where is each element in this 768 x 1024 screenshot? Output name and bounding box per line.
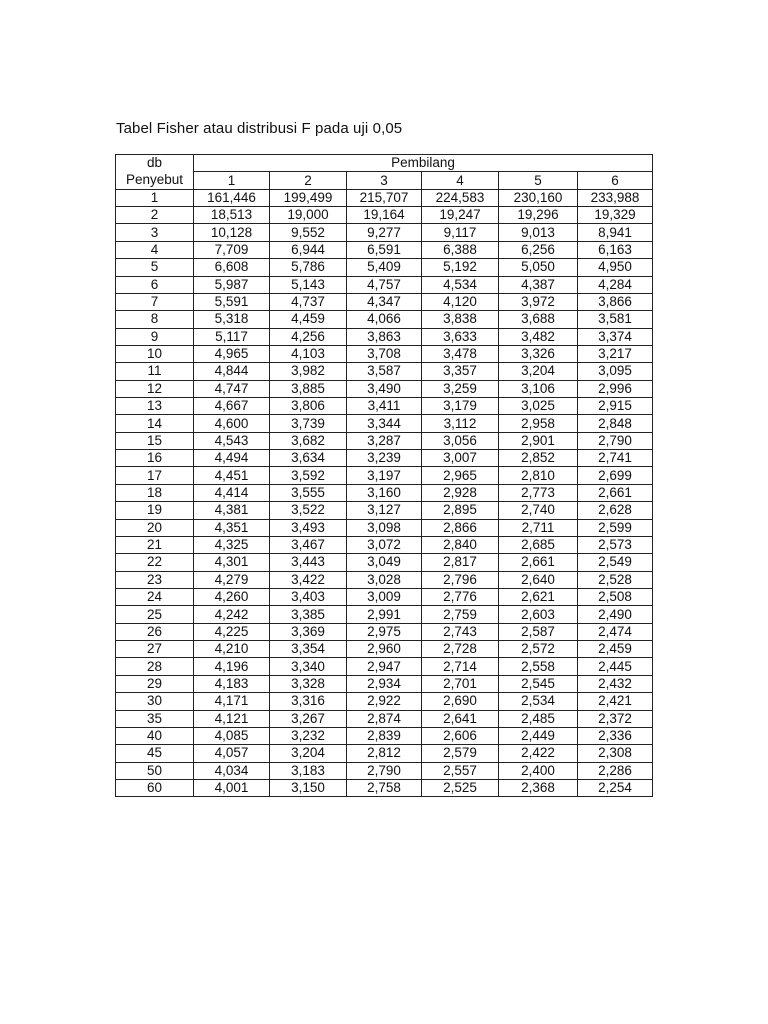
f-value-cell: 3,204 [499,363,578,380]
f-value-cell: 3,682 [270,432,347,449]
f-value-cell: 2,915 [578,398,653,415]
f-value-cell: 6,591 [347,241,422,258]
f-value-cell: 3,708 [347,345,422,362]
f-value-cell: 2,928 [422,484,499,501]
f-value-cell: 2,699 [578,467,653,484]
f-value-cell: 2,421 [578,693,653,710]
column-header: 3 [347,172,422,189]
f-value-cell: 3,838 [422,311,499,328]
f-value-cell: 2,685 [499,536,578,553]
table-row [116,641,653,658]
db-penyebut-cell: 25 [116,606,194,623]
f-value-cell: 3,049 [347,554,422,571]
db-penyebut-cell: 16 [116,450,194,467]
f-value-cell: 6,163 [578,241,653,258]
f-value-cell: 2,690 [422,693,499,710]
f-value-cell: 3,007 [422,450,499,467]
db-penyebut-cell: 1 [116,189,194,206]
table-row [116,345,653,362]
f-value-cell: 3,866 [578,293,653,310]
f-value-cell: 2,286 [578,762,653,779]
f-value-cell: 4,171 [194,693,270,710]
f-value-cell: 3,403 [270,588,347,605]
f-value-cell: 2,545 [499,675,578,692]
f-value-cell: 2,400 [499,762,578,779]
f-value-cell: 3,150 [270,779,347,796]
table-row [116,658,653,675]
f-value-cell: 3,522 [270,502,347,519]
f-value-cell: 2,549 [578,554,653,571]
f-value-cell: 3,422 [270,571,347,588]
db-penyebut-cell: 26 [116,623,194,640]
f-value-cell: 2,848 [578,415,653,432]
f-value-cell: 5,143 [270,276,347,293]
f-value-cell: 3,217 [578,345,653,362]
f-value-cell: 2,790 [347,762,422,779]
f-value-cell: 7,709 [194,241,270,258]
f-value-cell: 4,057 [194,745,270,762]
f-value-cell: 4,256 [270,328,347,345]
f-value-cell: 5,786 [270,259,347,276]
f-value-cell: 2,740 [499,502,578,519]
f-value-cell: 3,885 [270,380,347,397]
db-penyebut-cell: 29 [116,675,194,692]
f-value-cell: 5,117 [194,328,270,345]
f-value-cell: 3,112 [422,415,499,432]
table-row [116,189,653,206]
f-value-cell: 3,340 [270,658,347,675]
table-row [116,779,653,796]
pembilang-header: Pembilang [194,155,653,172]
f-value-cell: 2,558 [499,658,578,675]
db-penyebut-cell: 3 [116,224,194,241]
db-penyebut-cell: 60 [116,779,194,796]
f-value-cell: 4,351 [194,519,270,536]
f-value-cell: 3,634 [270,450,347,467]
f-value-cell: 3,972 [499,293,578,310]
f-value-cell: 3,592 [270,467,347,484]
f-value-cell: 9,013 [499,224,578,241]
f-value-cell: 5,987 [194,276,270,293]
table-row [116,207,653,224]
f-value-cell: 2,758 [347,779,422,796]
table-row [116,675,653,692]
f-value-cell: 199,499 [270,189,347,206]
f-value-cell: 3,493 [270,519,347,536]
db-penyebut-cell: 17 [116,467,194,484]
f-value-cell: 3,056 [422,432,499,449]
f-value-cell: 3,688 [499,311,578,328]
f-value-cell: 10,128 [194,224,270,241]
f-value-cell: 4,534 [422,276,499,293]
f-value-cell: 2,852 [499,450,578,467]
f-value-cell: 2,661 [578,484,653,501]
f-value-cell: 4,242 [194,606,270,623]
table-row [116,259,653,276]
f-value-cell: 3,239 [347,450,422,467]
f-value-cell: 3,232 [270,727,347,744]
table-row [116,467,653,484]
db-penyebut-cell: 11 [116,363,194,380]
db-penyebut-cell: 23 [116,571,194,588]
table-row [116,450,653,467]
f-value-cell: 19,296 [499,207,578,224]
f-value-cell: 2,934 [347,675,422,692]
f-value-cell: 3,326 [499,345,578,362]
table-row [116,606,653,623]
table-row [116,380,653,397]
f-value-cell: 2,254 [578,779,653,796]
f-value-cell: 3,354 [270,641,347,658]
f-value-cell: 2,432 [578,675,653,692]
db-penyebut-cell: 18 [116,484,194,501]
db-header: db [116,155,194,172]
f-value-cell: 2,866 [422,519,499,536]
f-value-cell: 3,259 [422,380,499,397]
table-row [116,224,653,241]
f-distribution-table [115,154,653,797]
f-value-cell: 3,316 [270,693,347,710]
f-value-cell: 2,372 [578,710,653,727]
f-value-cell: 4,001 [194,779,270,796]
column-header: 1 [194,172,270,189]
f-value-cell: 19,247 [422,207,499,224]
column-header: 6 [578,172,653,189]
f-value-cell: 4,451 [194,467,270,484]
f-value-cell: 5,591 [194,293,270,310]
f-value-cell: 2,741 [578,450,653,467]
db-penyebut-cell: 35 [116,710,194,727]
f-value-cell: 3,739 [270,415,347,432]
db-penyebut-cell: 19 [116,502,194,519]
db-penyebut-cell: 13 [116,398,194,415]
db-penyebut-cell: 30 [116,693,194,710]
f-value-cell: 4,600 [194,415,270,432]
f-value-cell: 4,757 [347,276,422,293]
f-value-cell: 2,336 [578,727,653,744]
f-value-cell: 3,357 [422,363,499,380]
f-value-cell: 4,225 [194,623,270,640]
f-value-cell: 4,183 [194,675,270,692]
f-value-cell: 2,901 [499,432,578,449]
f-value-cell: 4,325 [194,536,270,553]
f-value-cell: 2,776 [422,588,499,605]
f-value-cell: 2,922 [347,693,422,710]
f-value-cell: 3,160 [347,484,422,501]
f-value-cell: 3,587 [347,363,422,380]
table-row [116,710,653,727]
f-value-cell: 4,347 [347,293,422,310]
table-row [116,363,653,380]
f-value-cell: 3,443 [270,554,347,571]
table-row [116,276,653,293]
f-value-cell: 2,641 [422,710,499,727]
f-value-cell: 4,494 [194,450,270,467]
table-row [116,415,653,432]
f-value-cell: 4,737 [270,293,347,310]
f-value-cell: 2,490 [578,606,653,623]
f-value-cell: 2,587 [499,623,578,640]
f-value-cell: 3,581 [578,311,653,328]
header-row-1 [116,155,653,172]
f-value-cell: 2,459 [578,641,653,658]
f-value-cell: 2,839 [347,727,422,744]
f-value-cell: 2,621 [499,588,578,605]
table-row [116,519,653,536]
table-row [116,762,653,779]
f-value-cell: 3,328 [270,675,347,692]
f-value-cell: 4,196 [194,658,270,675]
f-value-cell: 2,606 [422,727,499,744]
table-row [116,693,653,710]
f-value-cell: 2,603 [499,606,578,623]
f-value-cell: 3,267 [270,710,347,727]
f-value-cell: 4,103 [270,345,347,362]
column-header: 2 [270,172,347,189]
f-value-cell: 3,072 [347,536,422,553]
f-value-cell: 3,374 [578,328,653,345]
f-value-cell: 2,812 [347,745,422,762]
f-value-cell: 6,256 [499,241,578,258]
f-value-cell: 3,025 [499,398,578,415]
f-value-cell: 3,490 [347,380,422,397]
table-row [116,432,653,449]
f-value-cell: 4,210 [194,641,270,658]
header-row-2 [116,172,653,189]
f-value-cell: 3,806 [270,398,347,415]
db-penyebut-cell: 6 [116,276,194,293]
db-penyebut-cell: 50 [116,762,194,779]
f-value-cell: 19,329 [578,207,653,224]
table-row [116,311,653,328]
f-value-cell: 2,508 [578,588,653,605]
table-row [116,623,653,640]
f-value-cell: 2,640 [499,571,578,588]
f-value-cell: 3,369 [270,623,347,640]
f-value-cell: 4,844 [194,363,270,380]
f-value-cell: 2,599 [578,519,653,536]
db-penyebut-cell: 15 [116,432,194,449]
f-value-cell: 18,513 [194,207,270,224]
table-row [116,571,653,588]
table-row [116,588,653,605]
f-value-cell: 3,863 [347,328,422,345]
f-value-cell: 2,557 [422,762,499,779]
f-value-cell: 3,098 [347,519,422,536]
f-value-cell: 2,485 [499,710,578,727]
f-value-cell: 2,895 [422,502,499,519]
db-penyebut-cell: 12 [116,380,194,397]
f-value-cell: 2,874 [347,710,422,727]
f-value-cell: 2,701 [422,675,499,692]
f-value-cell: 2,759 [422,606,499,623]
db-penyebut-cell: 45 [116,745,194,762]
db-penyebut-cell: 9 [116,328,194,345]
db-penyebut-cell: 4 [116,241,194,258]
f-value-cell: 3,183 [270,762,347,779]
f-value-cell: 3,385 [270,606,347,623]
f-value-cell: 2,960 [347,641,422,658]
f-value-cell: 2,773 [499,484,578,501]
f-value-cell: 2,711 [499,519,578,536]
f-value-cell: 215,707 [347,189,422,206]
f-value-cell: 6,388 [422,241,499,258]
f-value-cell: 2,743 [422,623,499,640]
f-value-cell: 4,121 [194,710,270,727]
f-value-cell: 5,050 [499,259,578,276]
penyebut-header: Penyebut [116,172,194,189]
f-value-cell: 4,747 [194,380,270,397]
f-value-cell: 4,279 [194,571,270,588]
db-penyebut-cell: 22 [116,554,194,571]
f-value-cell: 2,445 [578,658,653,675]
f-value-cell: 3,197 [347,467,422,484]
f-value-cell: 6,608 [194,259,270,276]
f-value-cell: 4,381 [194,502,270,519]
f-value-cell: 2,422 [499,745,578,762]
f-value-cell: 2,525 [422,779,499,796]
f-value-cell: 3,555 [270,484,347,501]
f-value-cell: 3,467 [270,536,347,553]
table-row [116,745,653,762]
f-value-cell: 3,478 [422,345,499,362]
f-value-cell: 2,628 [578,502,653,519]
f-value-cell: 2,991 [347,606,422,623]
f-value-cell: 3,095 [578,363,653,380]
f-value-cell: 9,552 [270,224,347,241]
f-value-cell: 2,947 [347,658,422,675]
db-penyebut-cell: 21 [116,536,194,553]
f-value-cell: 3,982 [270,363,347,380]
db-penyebut-cell: 24 [116,588,194,605]
f-value-cell: 19,000 [270,207,347,224]
f-value-cell: 4,301 [194,554,270,571]
f-value-cell: 2,579 [422,745,499,762]
f-value-cell: 3,179 [422,398,499,415]
table-row [116,241,653,258]
f-value-cell: 2,572 [499,641,578,658]
f-value-cell: 4,387 [499,276,578,293]
f-value-cell: 3,009 [347,588,422,605]
db-penyebut-cell: 40 [116,727,194,744]
f-value-cell: 2,528 [578,571,653,588]
f-value-cell: 2,965 [422,467,499,484]
table-row [116,502,653,519]
f-value-cell: 4,085 [194,727,270,744]
f-value-cell: 3,411 [347,398,422,415]
f-value-cell: 3,204 [270,745,347,762]
f-value-cell: 9,117 [422,224,499,241]
f-value-cell: 2,573 [578,536,653,553]
table-row [116,536,653,553]
f-value-cell: 3,028 [347,571,422,588]
column-header: 5 [499,172,578,189]
f-value-cell: 2,661 [499,554,578,571]
f-value-cell: 4,543 [194,432,270,449]
f-value-cell: 4,260 [194,588,270,605]
f-value-cell: 2,534 [499,693,578,710]
db-penyebut-cell: 20 [116,519,194,536]
db-penyebut-cell: 10 [116,345,194,362]
f-value-cell: 4,965 [194,345,270,362]
f-value-cell: 2,840 [422,536,499,553]
f-value-cell: 224,583 [422,189,499,206]
f-value-cell: 6,944 [270,241,347,258]
f-value-cell: 2,975 [347,623,422,640]
f-value-cell: 5,409 [347,259,422,276]
f-value-cell: 2,796 [422,571,499,588]
f-value-cell: 4,120 [422,293,499,310]
column-header: 4 [422,172,499,189]
f-value-cell: 4,066 [347,311,422,328]
f-value-cell: 4,950 [578,259,653,276]
f-value-cell: 19,164 [347,207,422,224]
f-value-cell: 3,127 [347,502,422,519]
table-row [116,554,653,571]
f-value-cell: 2,308 [578,745,653,762]
f-value-cell: 161,446 [194,189,270,206]
f-value-cell: 9,277 [347,224,422,241]
db-penyebut-cell: 28 [116,658,194,675]
db-penyebut-cell: 5 [116,259,194,276]
f-value-cell: 2,368 [499,779,578,796]
f-value-cell: 4,034 [194,762,270,779]
table-row [116,328,653,345]
f-value-cell: 4,414 [194,484,270,501]
f-value-cell: 2,728 [422,641,499,658]
db-penyebut-cell: 7 [116,293,194,310]
f-value-cell: 5,318 [194,311,270,328]
f-value-cell: 2,810 [499,467,578,484]
db-penyebut-cell: 2 [116,207,194,224]
f-value-cell: 4,667 [194,398,270,415]
f-value-cell: 230,160 [499,189,578,206]
f-value-cell: 2,817 [422,554,499,571]
db-penyebut-cell: 14 [116,415,194,432]
table-row [116,398,653,415]
f-value-cell: 5,192 [422,259,499,276]
f-value-cell: 8,941 [578,224,653,241]
f-value-cell: 3,344 [347,415,422,432]
f-value-cell: 3,633 [422,328,499,345]
f-value-cell: 2,958 [499,415,578,432]
f-value-cell: 2,714 [422,658,499,675]
f-value-cell: 3,482 [499,328,578,345]
f-value-cell: 4,459 [270,311,347,328]
table-row [116,727,653,744]
f-value-cell: 4,284 [578,276,653,293]
f-value-cell: 233,988 [578,189,653,206]
f-value-cell: 2,449 [499,727,578,744]
db-penyebut-cell: 27 [116,641,194,658]
f-value-cell: 2,790 [578,432,653,449]
f-value-cell: 2,996 [578,380,653,397]
table-row [116,293,653,310]
f-value-cell: 3,106 [499,380,578,397]
db-penyebut-cell: 8 [116,311,194,328]
f-value-cell: 3,287 [347,432,422,449]
f-value-cell: 2,474 [578,623,653,640]
document-title: Tabel Fisher atau distribusi F pada uji 0,05 [116,120,403,137]
table-row [116,484,653,501]
